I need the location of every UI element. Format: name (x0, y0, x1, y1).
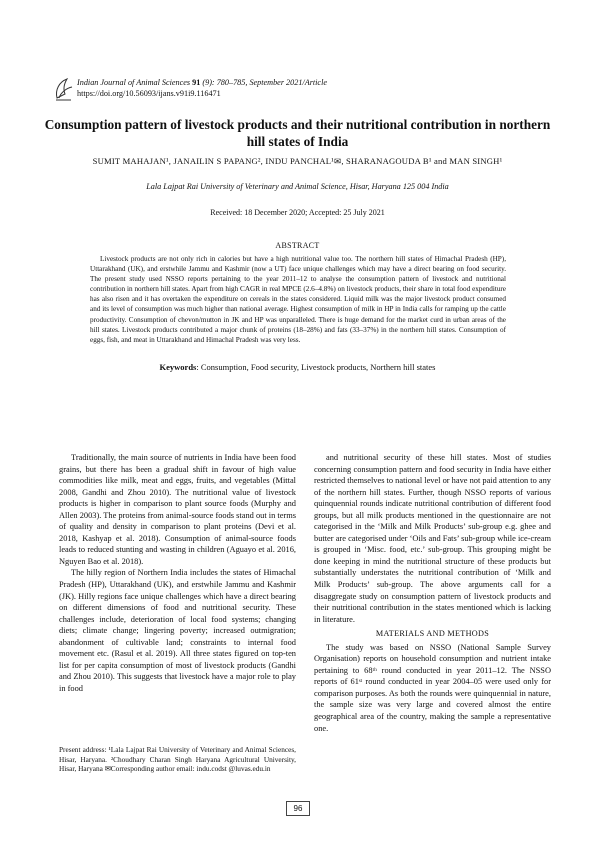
author-list: SUMIT MAHAJAN¹, JANAILIN S PAPANG², INDU PANCHAL¹✉, SHARANAGOUDA B¹ and MAN SINGH¹ (92, 156, 503, 166)
intro-paragraph-1: Traditionally, the main source of nutrients in India have been food grains, but there has been a gradual shift in favour of high value commodities like milk, meat and eggs, fruits, and vegetables (Mittal 2008, Gandhi and Zhou 2010). The nutritional value of livestock products is higher in comparison to plant source foods (Murphy and Allen 2003). The proteins from animal-source foods stand out in terms of quality and density in comparison to plant proteins (Devi et al. 2018, Kashyap et al. 2018). Consumption of animal-source foods leads to reduced stunting and wasting in children (Aguayo et al. 2016, Nguyen Bao et al. 2018). (59, 453, 296, 566)
keywords-label: Keywords (159, 362, 197, 372)
abstract-heading: ABSTRACT (275, 241, 320, 250)
page-number: 96 (286, 801, 310, 816)
abstract-text: Livestock products are not only rich in calories but have a high nutritional value too. The northern hill states of Himachal Pradesh (HP), Uttarakhand (UK), and erstwhile Jammu and Kashmir (now a UT) face unique challenges which may have a direct bearing on food security. The present study used NSSO reports pertaining to the year 2011–12 to analyse the consumption pattern of livestock and nutritional contribution in northern hill states. Apart from high CAGR in real MPCE (2.6–4.8%) on livestock products, their share in total food expenditure has also risen and it has overtaken the expenditure on cereals in the states considered. Liquid milk was the major livestock product consumed and its level of consumption was much higher than national average. Highest consumption of milk in HP in India calls for ramping up the cattle productivity. Consumption of chevon/mutton in JK and HP was unparalleled. There is huge demand for the market curd in urban areas of the hill states. Livestock products contributed a major chunk of proteins (18–28%) and fats (33–37%) in the northern hill states. Consumption of eggs, fish, and meat in Uttarakhand and Himachal Pradesh was very less. (90, 255, 506, 344)
journal-citation (77, 78, 327, 88)
received-accepted-dates: Received: 18 December 2020; Accepted: 25 July 2021 (210, 208, 385, 217)
journal-issue-pages: (9): 780–785, September 2021/Article (200, 78, 327, 87)
section-heading-methods: MATERIALS AND METHODS (375, 629, 490, 639)
intro-paragraph-3: and nutritional security of these hill states. Most of studies concerning consumption pattern and food security in India have either restricted themselves to national level or have not paid attention to any of the northern hill states. Further, though NSSO reports of various quinquennial rounds indicate nutritional contribution of different food groups, but all milk products mentioned in the questionnaire are not categorised in the ‘Milk and Milk Products’ sub-group e.g. ghee and butter are categorised under ‘Oils and Fats’ sub-group while ice-cream is grouped in ‘Misc. food, etc.’ sub-group. This grouping might be done keeping in mind the nutritional structure of these products but substantially understates the nutritional contribution of ‘Milk and Milk Products’ sub-group. The above arguments call for a disaggregate study on consumption pattern of livestock products and their nutritional contribution in the states mentioned which is lacking in literature. (314, 453, 551, 624)
body-column-right (314, 452, 551, 734)
affiliation: Lala Lajpat Rai University of Veterinary and Animal Science, Hisar, Haryana 125 004 India (146, 182, 449, 191)
footnote-address: Present address: ¹Lala Lajpat Rai University of Veterinary and Animal Sciences, Hisar, Haryana. ²Choudhary Charan Singh Haryana Agricultural University, Hisar, Haryana ✉Corresponding author email: indu.codst @luvas.edu.in (59, 745, 296, 774)
intro-paragraph-2: The hilly region of Northern India includes the states of Himachal Pradesh (HP), Uttarakhand (UK), and erstwhile Jammu and Kashmir (JK). Hilly regions face unique challenges which have a direct bearing on different dimensions of food and nutritional security. These challenges include, deterioration of local food systems; changing diets; climate change; lingering poverty; increased outmigration; abandonment of cultivable land; constraints to internal food movement etc. (Rasul et al. 2019). All three states figured on top-ten list for per capita consumption of most of livestock products (Gandhi and Zhou 2010). This suggests that livestock have a major role to play in food (59, 568, 296, 693)
keywords-line (40, 362, 555, 372)
journal-volume: 91 (192, 78, 201, 87)
doi-link[interactable]: https://doi.org/10.56093/ijans.v91i9.116471 (77, 89, 221, 98)
methods-paragraph-1: The study was based on NSSO (National Sample Survey Organisation) reports on household consumption and nutrient intake pertaining to 68ᵗʰ round conducted in year 2011–12. The NSSO reports of 61ˢᵗ round conducted in year 2004–05 were used only for comparison purposes. As both the rounds were quinquennial in nature, the sample size was very large and covered almost the entire geographical area of the country, making the sample a representative one. (314, 642, 551, 733)
keywords-list: : Consumption, Food security, Livestock products, Northern hill states (196, 362, 436, 372)
journal-logo (53, 76, 75, 102)
paper-title: Consumption pattern of livestock products and their nutritional contribution in northern hill states of India (44, 117, 551, 149)
body-column-left (59, 452, 296, 694)
journal-name: Indian Journal of Animal Sciences (77, 78, 191, 87)
